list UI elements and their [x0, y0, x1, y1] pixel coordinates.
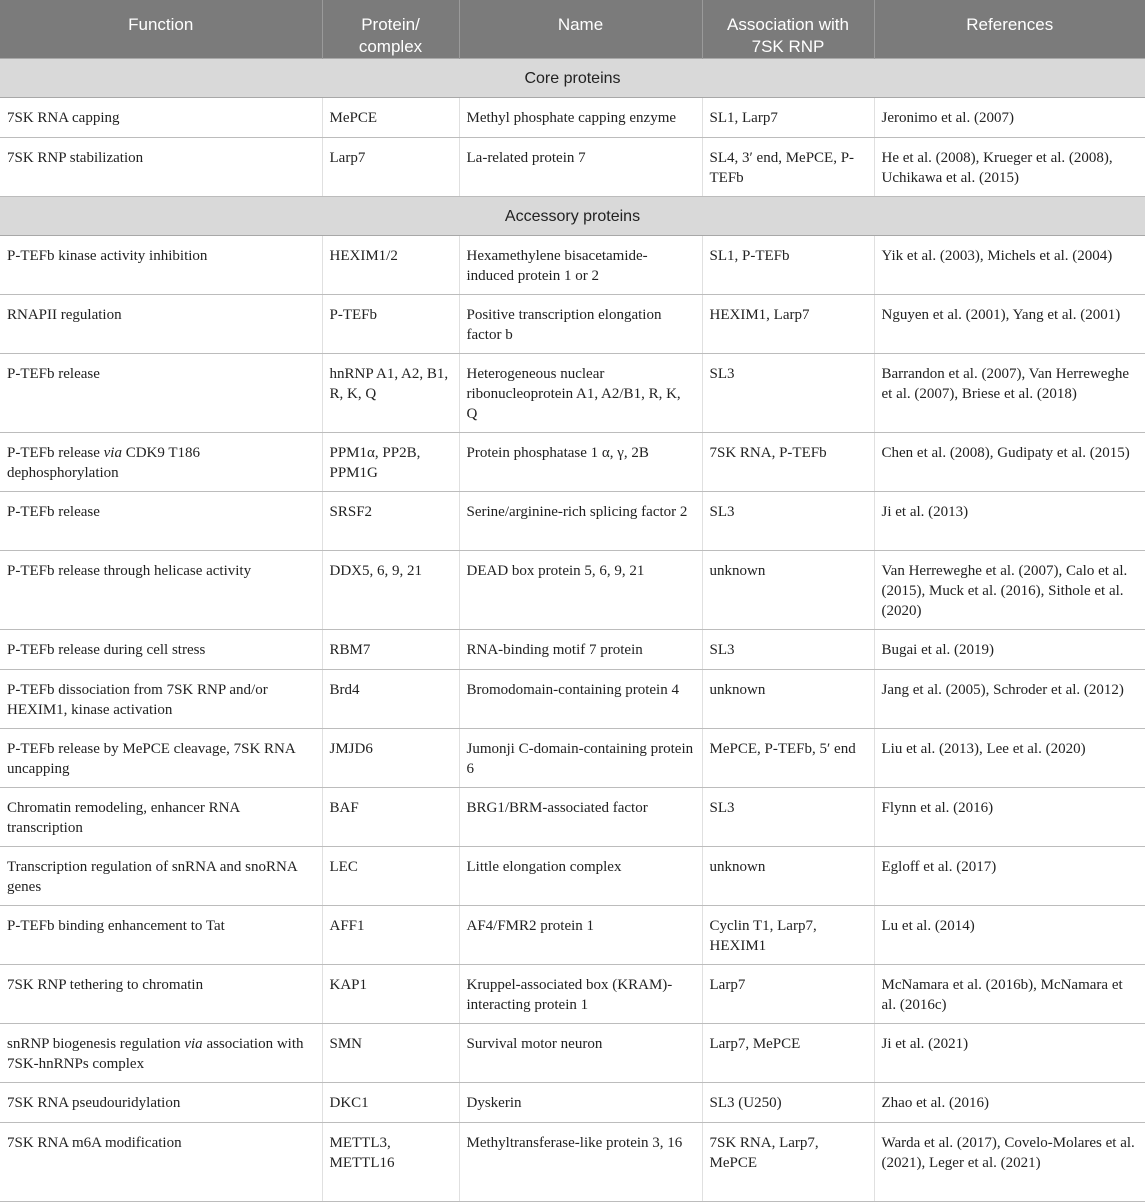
cell-name: Positive transcription elongation factor b: [459, 295, 702, 354]
cell-protein: hnRNP A1, A2, B1, R, K, Q: [322, 354, 459, 433]
cell-protein: Brd4: [322, 670, 459, 729]
cell-references: Lu et al. (2014): [874, 906, 1145, 965]
cell-references: Bugai et al. (2019): [874, 630, 1145, 670]
table-body: [0, 59, 1145, 1202]
cell-association: Larp7: [702, 965, 874, 1024]
cell-protein: METTL3, METTL16: [322, 1123, 459, 1202]
cell-references: Ji et al. (2021): [874, 1024, 1145, 1083]
table-row: [0, 551, 1145, 630]
cell-association: unknown: [702, 847, 874, 906]
cell-name: DEAD box protein 5, 6, 9, 21: [459, 551, 702, 630]
cell-protein: KAP1: [322, 965, 459, 1024]
cell-association: Cyclin T1, Larp7, HEXIM1: [702, 906, 874, 965]
table-row: [0, 630, 1145, 670]
cell-references: Van Herreweghe et al. (2007), Calo et al. (2015), Muck et al. (2016), Sithole et al. (2020): [874, 551, 1145, 630]
cell-function: 7SK RNA m6A modification: [0, 1123, 322, 1202]
cell-references: He et al. (2008), Krueger et al. (2008), Uchikawa et al. (2015): [874, 138, 1145, 197]
table-row: [0, 295, 1145, 354]
cell-association: Larp7, MePCE: [702, 1024, 874, 1083]
cell-function: snRNP biogenesis regulation via association with 7SK-hnRNPs complex: [0, 1024, 322, 1083]
table-row: [0, 1123, 1145, 1202]
cell-association: SL3: [702, 354, 874, 433]
cell-function: P-TEFb release: [0, 492, 322, 551]
cell-references: McNamara et al. (2016b), McNamara et al. (2016c): [874, 965, 1145, 1024]
table-row: [0, 1083, 1145, 1123]
cell-protein: MePCE: [322, 98, 459, 138]
header-association: Association with 7SK RNP: [702, 0, 874, 59]
cell-name: Methyltransferase-like protein 3, 16: [459, 1123, 702, 1202]
cell-function: P-TEFb release through helicase activity: [0, 551, 322, 630]
section-row-accessory: [0, 197, 1145, 236]
cell-references: Flynn et al. (2016): [874, 788, 1145, 847]
cell-name: Heterogeneous nuclear ribonucleoprotein A1, A2/B1, R, K, Q: [459, 354, 702, 433]
table-row: [0, 138, 1145, 197]
table-row: [0, 98, 1145, 138]
cell-references: Jeronimo et al. (2007): [874, 98, 1145, 138]
section-title: Core proteins: [0, 59, 1145, 98]
header-row: [0, 0, 1145, 59]
table-row: [0, 788, 1145, 847]
table-row: [0, 965, 1145, 1024]
header-references: References: [874, 0, 1145, 59]
cell-association: MePCE, P-TEFb, 5′ end: [702, 729, 874, 788]
table-row: [0, 433, 1145, 492]
cell-references: Yik et al. (2003), Michels et al. (2004): [874, 236, 1145, 295]
cell-references: Chen et al. (2008), Gudipaty et al. (2015): [874, 433, 1145, 492]
italic-via: via: [103, 445, 122, 461]
cell-association: SL3: [702, 788, 874, 847]
cell-function: RNAPII regulation: [0, 295, 322, 354]
cell-references: Zhao et al. (2016): [874, 1083, 1145, 1123]
cell-function: 7SK RNP stabilization: [0, 138, 322, 197]
cell-references: Ji et al. (2013): [874, 492, 1145, 551]
cell-function: P-TEFb binding enhancement to Tat: [0, 906, 322, 965]
table-row: [0, 670, 1145, 729]
cell-association: HEXIM1, Larp7: [702, 295, 874, 354]
cell-association: unknown: [702, 551, 874, 630]
cell-references: Nguyen et al. (2001), Yang et al. (2001): [874, 295, 1145, 354]
cell-association: SL3: [702, 630, 874, 670]
cell-association: SL3 (U250): [702, 1083, 874, 1123]
cell-function: Chromatin remodeling, enhancer RNA transcription: [0, 788, 322, 847]
cell-protein: LEC: [322, 847, 459, 906]
cell-name: BRG1/BRM-associated factor: [459, 788, 702, 847]
cell-name: La-related protein 7: [459, 138, 702, 197]
table-row: [0, 847, 1145, 906]
cell-protein: BAF: [322, 788, 459, 847]
cell-function: P-TEFb release: [0, 354, 322, 433]
cell-function: Transcription regulation of snRNA and snoRNA genes: [0, 847, 322, 906]
cell-association: SL1, Larp7: [702, 98, 874, 138]
cell-function: 7SK RNA capping: [0, 98, 322, 138]
cell-name: RNA-binding motif 7 protein: [459, 630, 702, 670]
header-name: Name: [459, 0, 702, 59]
cell-protein: PPM1α, PP2B, PPM1G: [322, 433, 459, 492]
cell-protein: SMN: [322, 1024, 459, 1083]
cell-protein: SRSF2: [322, 492, 459, 551]
cell-association: 7SK RNA, P-TEFb: [702, 433, 874, 492]
cell-function: 7SK RNA pseudouridylation: [0, 1083, 322, 1123]
cell-references: Egloff et al. (2017): [874, 847, 1145, 906]
cell-association: SL4, 3′ end, MePCE, P-TEFb: [702, 138, 874, 197]
cell-function: 7SK RNP tethering to chromatin: [0, 965, 322, 1024]
cell-protein: AFF1: [322, 906, 459, 965]
cell-protein: RBM7: [322, 630, 459, 670]
header-protein-complex: Protein/ complex: [322, 0, 459, 59]
cell-references: Barrandon et al. (2007), Van Herreweghe et al. (2007), Briese et al. (2018): [874, 354, 1145, 433]
cell-name: Hexamethylene bisacetamide-induced protein 1 or 2: [459, 236, 702, 295]
cell-association: SL1, P-TEFb: [702, 236, 874, 295]
table-row: [0, 729, 1145, 788]
table-row: [0, 236, 1145, 295]
cell-function: P-TEFb dissociation from 7SK RNP and/or HEXIM1, kinase activation: [0, 670, 322, 729]
cell-references: Liu et al. (2013), Lee et al. (2020): [874, 729, 1145, 788]
cell-name: Little elongation complex: [459, 847, 702, 906]
italic-via: via: [184, 1036, 203, 1052]
table-row: [0, 492, 1145, 551]
cell-association: 7SK RNA, Larp7, MePCE: [702, 1123, 874, 1202]
cell-name: Kruppel-associated box (KRAM)-interacting protein 1: [459, 965, 702, 1024]
cell-function: P-TEFb release by MePCE cleavage, 7SK RNA uncapping: [0, 729, 322, 788]
cell-protein: P-TEFb: [322, 295, 459, 354]
cell-protein: HEXIM1/2: [322, 236, 459, 295]
cell-association: SL3: [702, 492, 874, 551]
cell-function: P-TEFb release via CDK9 T186 dephosphorylation: [0, 433, 322, 492]
table-row: [0, 1024, 1145, 1083]
cell-references: Warda et al. (2017), Covelo-Molares et al. (2021), Leger et al. (2021): [874, 1123, 1145, 1202]
cell-protein: JMJD6: [322, 729, 459, 788]
cell-name: AF4/FMR2 protein 1: [459, 906, 702, 965]
cell-name: Bromodomain-containing protein 4: [459, 670, 702, 729]
section-title: Accessory proteins: [0, 197, 1145, 236]
table-row: [0, 906, 1145, 965]
table-row: [0, 354, 1145, 433]
cell-protein: DKC1: [322, 1083, 459, 1123]
cell-function: P-TEFb kinase activity inhibition: [0, 236, 322, 295]
header-function: Function: [0, 0, 322, 59]
cell-name: Jumonji C-domain-containing protein 6: [459, 729, 702, 788]
cell-name: Methyl phosphate capping enzyme: [459, 98, 702, 138]
cell-name: Dyskerin: [459, 1083, 702, 1123]
cell-name: Survival motor neuron: [459, 1024, 702, 1083]
cell-references: Jang et al. (2005), Schroder et al. (2012): [874, 670, 1145, 729]
cell-name: Protein phosphatase 1 α, γ, 2B: [459, 433, 702, 492]
cell-name: Serine/arginine-rich splicing factor 2: [459, 492, 702, 551]
cell-protein: DDX5, 6, 9, 21: [322, 551, 459, 630]
cell-function: P-TEFb release during cell stress: [0, 630, 322, 670]
section-row-core: [0, 59, 1145, 98]
cell-association: unknown: [702, 670, 874, 729]
cell-protein: Larp7: [322, 138, 459, 197]
